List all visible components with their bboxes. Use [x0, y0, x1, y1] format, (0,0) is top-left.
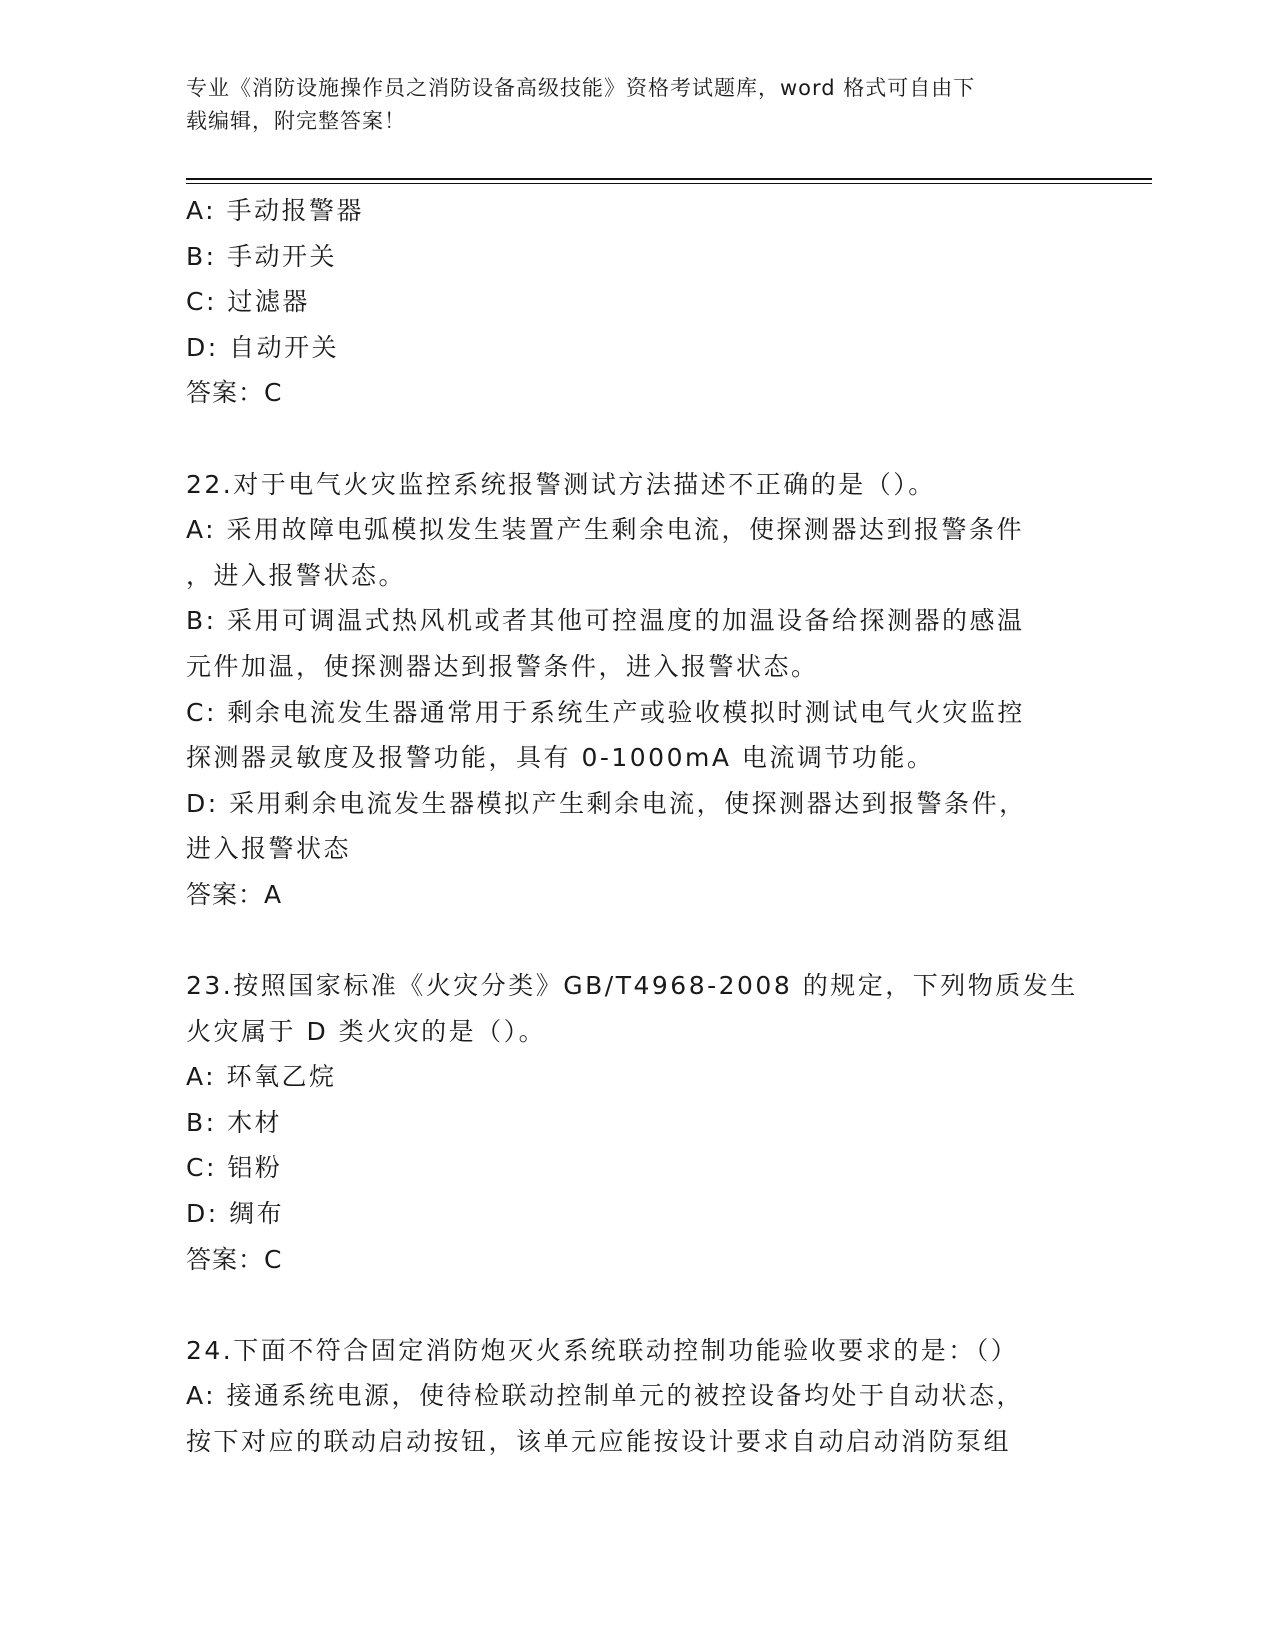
- spacer: [186, 416, 1086, 462]
- q22-stem: 22.对于电气火灾监控系统报警测试方法描述不正确的是（）。: [186, 469, 936, 499]
- q22-option-a-line1: A: 采用故障电弧模拟发生装置产生剩余电流，使探测器达到报警条件: [186, 515, 1025, 545]
- q23-option-a: A: 环氧乙烷: [186, 1062, 337, 1092]
- q21-option-a: A: 手动报警器: [186, 196, 365, 225]
- q22-option-a-line2: ，进入报警状态。: [186, 560, 407, 590]
- q24-option-a-line2: 按下对应的联动启动按钮，该单元应能按设计要求自动启动消防泵组: [186, 1427, 1012, 1457]
- document-header: [186, 72, 1066, 138]
- q23-stem-line1: 23.按照国家标准《火灾分类》GB/T4968-2008 的规定，下列物质发生: [186, 971, 1078, 1001]
- header-line-2: 载编辑，附完整答案！: [186, 109, 406, 133]
- q23-option-d: D: 绸布: [186, 1199, 285, 1229]
- q22-option-d-line1: D: 采用剩余电流发生器模拟产生剩余电流，使探测器达到报警条件，: [186, 788, 1027, 818]
- q22-option-c-line1: C: 剩余电流发生器通常用于系统生产或验收模拟时测试电气火灾监控: [186, 697, 1025, 727]
- q22-option-d-line2: 进入报警状态: [186, 834, 352, 864]
- q23-stem-line2: 火灾属于 D 类火灾的是（）。: [186, 1016, 547, 1046]
- q23-option-c: C: 铝粉: [186, 1153, 283, 1183]
- spacer: [186, 1282, 1086, 1328]
- q24-stem: 24.下面不符合固定消防炮灭火系统联动控制功能验收要求的是：（）: [186, 1335, 1019, 1365]
- q24-option-a-line1: A: 接通系统电源，使待检联动控制单元的被控设备均处于自动状态，: [186, 1381, 1025, 1411]
- header-rule-thin: [186, 183, 1152, 184]
- q23-answer: 答案：C: [186, 1244, 283, 1274]
- header-rule-thick: [186, 178, 1152, 180]
- header-line-1: 专业《消防设施操作员之消防设备高级技能》资格考试题库，word 格式可自由下: [186, 76, 976, 100]
- q21-option-b: B: 手动开关: [186, 241, 338, 271]
- q22-option-b-line1: B: 采用可调温式热风机或者其他可控温度的加温设备给探测器的感温: [186, 606, 1025, 636]
- question-list: [186, 188, 1086, 1465]
- q21-option-d: D: 自动开关: [186, 332, 340, 362]
- q21-option-c: C: 过滤器: [186, 287, 310, 317]
- q22-option-c-line2: 探测器灵敏度及报警功能，具有 0-1000mA 电流调节功能。: [186, 743, 935, 773]
- q22-option-b-line2: 元件加温，使探测器达到报警条件，进入报警状态。: [186, 651, 819, 681]
- q22-answer: 答案：A: [186, 879, 283, 909]
- q23-option-b: B: 木材: [186, 1107, 283, 1137]
- spacer: [186, 918, 1086, 964]
- q21-answer: 答案：C: [186, 378, 283, 408]
